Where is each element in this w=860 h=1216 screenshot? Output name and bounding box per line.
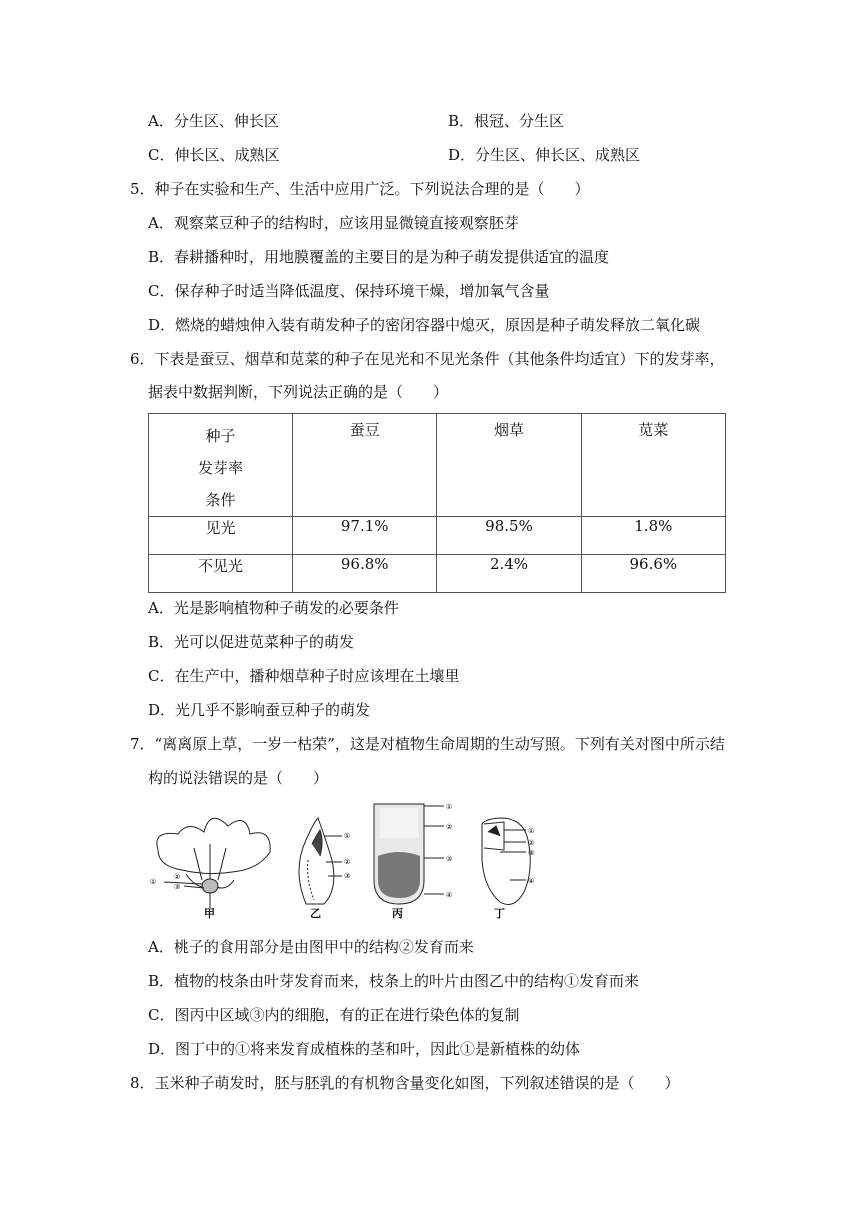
- q6-option-c: C．在生产中，播种烟草种子时应该埋在土壤里: [148, 667, 460, 685]
- q4-option-c: C．伸长区、成熟区: [148, 146, 280, 164]
- row-label: 不见光: [149, 555, 293, 593]
- corner-label-rate: 发芽率: [198, 459, 244, 477]
- table-corner-cell: [149, 414, 293, 517]
- seed-marker-3: ③: [528, 849, 535, 857]
- q7-option-d: D．图丁中的①将来发育成植株的茎和叶，因此①是新植株的幼体: [148, 1040, 581, 1058]
- root-marker-1: ①: [446, 803, 453, 811]
- figure-label-jia: 甲: [204, 907, 215, 920]
- bud-marker-2: ②: [344, 858, 351, 866]
- q6-option-b: B．光可以促进苋菜种子的萌发: [148, 633, 355, 651]
- flower-figure: [157, 818, 270, 908]
- table-cell: 96.8%: [293, 555, 437, 593]
- bud-marker-1: ①: [344, 832, 351, 840]
- q5-option-d: D．燃烧的蜡烛伸入装有萌发种子的密闭容器中熄灭，原因是种子萌发释放二氧化碳: [148, 316, 701, 334]
- q6-option-d: D．光几乎不影响蚕豆种子的萌发: [148, 701, 371, 719]
- flower-marker-1: ①: [150, 878, 157, 886]
- table-column-header: 苋菜: [581, 414, 725, 517]
- flower-marker-2: ②: [174, 873, 181, 881]
- root-marker-2: ②: [446, 823, 453, 831]
- germination-table: [148, 413, 726, 593]
- plant-structure-figures: [148, 800, 568, 920]
- q5-option-a: A．观察菜豆种子的结构时，应该用显微镜直接观察胚芽: [148, 214, 519, 232]
- table-row: [149, 555, 726, 593]
- root-marker-3: ③: [446, 855, 453, 863]
- bud-marker-3: ③: [344, 872, 351, 880]
- seed-marker-2: ②: [528, 839, 535, 847]
- table-cell: 2.4%: [437, 555, 581, 593]
- figure-label-ding: 丁: [494, 907, 505, 920]
- corn-seed-figure: [482, 818, 530, 904]
- q7-option-a: A．桃子的食用部分是由图甲中的结构②发育而来: [148, 938, 474, 956]
- q7-option-c: C．图丙中区域③内的细胞，有的正在进行染色体的复制: [148, 1006, 520, 1024]
- root-tip-figure: [374, 804, 444, 904]
- q6-stem-line1: 6．下表是蚕豆、烟草和苋菜的种子在见光和不见光条件（其他条件均适宜）下的发芽率，: [130, 350, 725, 368]
- figure-label-bing: 丙: [392, 907, 403, 920]
- q5-option-b: B．春耕播种时，用地膜覆盖的主要目的是为种子萌发提供适宜的温度: [148, 248, 610, 266]
- q6-option-a: A．光是影响植物种子萌发的必要条件: [148, 599, 399, 617]
- corner-label-seed: 种子: [205, 427, 236, 445]
- q5-option-c: C．保存种子时适当降低温度、保持环境干燥，增加氧气含量: [148, 282, 550, 300]
- row-label: 见光: [149, 517, 293, 555]
- table-cell: 97.1%: [293, 517, 437, 555]
- q4-option-b: B．根冠、分生区: [448, 112, 565, 130]
- q6-stem-line2: 据表中数据判断，下列说法正确的是（ ）: [148, 383, 449, 401]
- table-column-header: 蚕豆: [293, 414, 437, 517]
- corner-label-condition: 条件: [205, 491, 236, 509]
- q5-stem: 5．种子在实验和生产、生活中应用广泛。下列说法合理的是（ ）: [130, 180, 590, 198]
- root-marker-4: ④: [446, 891, 453, 899]
- table-column-header: 烟草: [437, 414, 581, 517]
- q4-option-d: D．分生区、伸长区、成熟区: [448, 146, 641, 164]
- table-row: [149, 517, 726, 555]
- q7-stem-line1: 7．“离离原上草，一岁一枯荣”，这是对植物生命周期的生动写照。下列有关对图中所示结: [130, 735, 725, 753]
- q8-stem: 8．玉米种子萌发时，胚与胚乳的有机物含量变化如图，下列叙述错误的是（ ）: [130, 1074, 680, 1092]
- q7-stem-line2: 构的说法错误的是（ ）: [148, 769, 329, 787]
- table-cell: 96.6%: [581, 555, 725, 593]
- q7-option-b: B．植物的枝条由叶芽发育而来，枝条上的叶片由图乙中的结构①发育而来: [148, 972, 640, 990]
- table-cell: 98.5%: [437, 517, 581, 555]
- flower-marker-3: ③: [174, 883, 181, 891]
- figures-svg: [148, 800, 568, 920]
- table-header-row: [149, 414, 726, 517]
- table-cell: 1.8%: [581, 517, 725, 555]
- seed-marker-4: ④: [528, 877, 535, 885]
- bud-figure: [299, 818, 342, 904]
- seed-marker-1: ①: [528, 827, 535, 835]
- figure-label-yi: 乙: [310, 907, 321, 920]
- q4-option-a: A．分生区、伸长区: [148, 112, 279, 130]
